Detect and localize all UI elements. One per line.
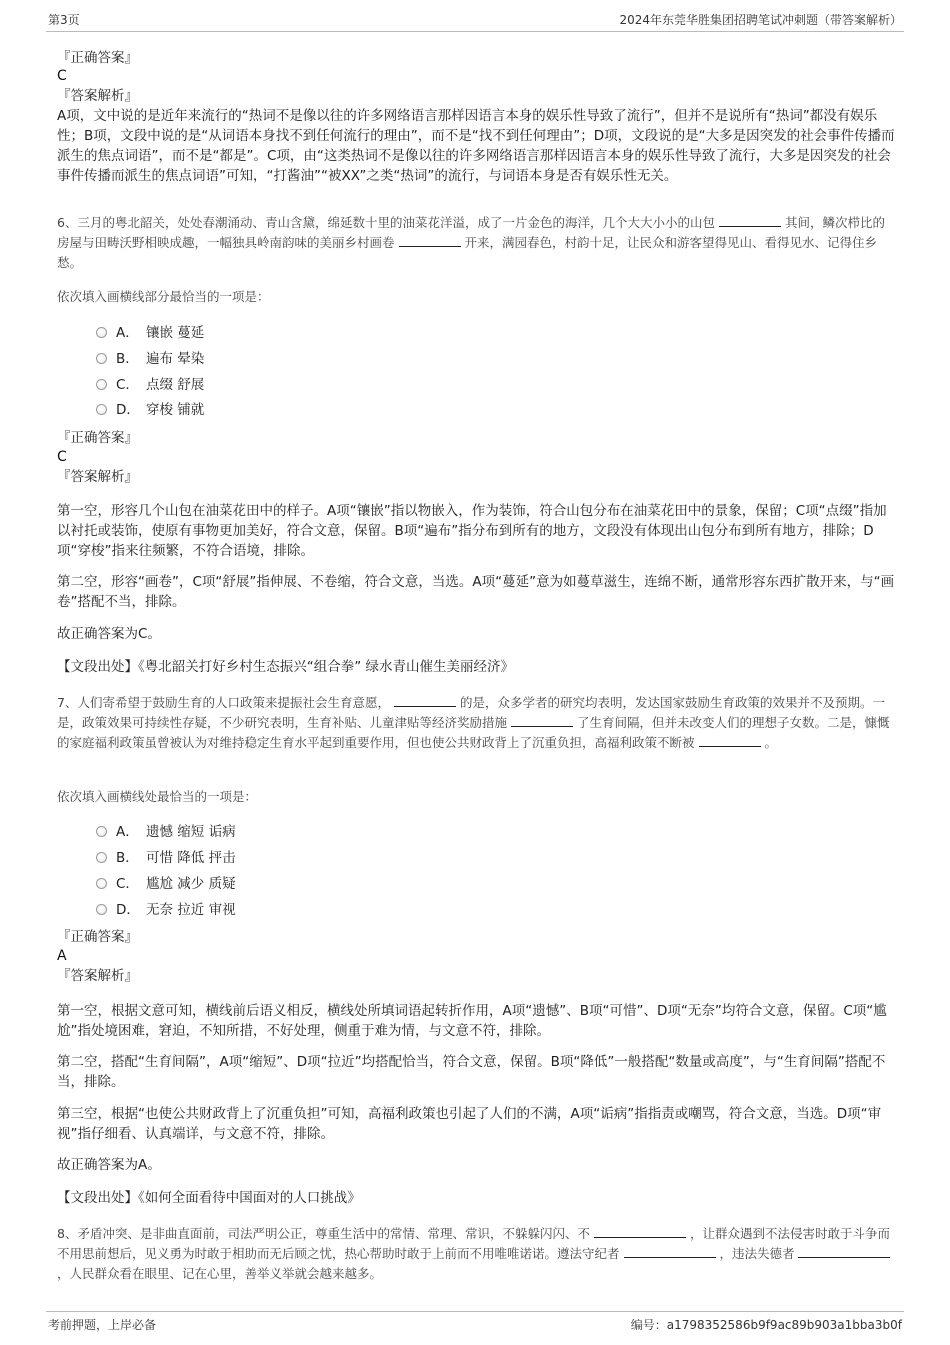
- option-letter: A．: [116, 824, 139, 840]
- option-letter: C．: [116, 377, 139, 393]
- question-7-text-3: 了生育间隔，但并未改变人们的理想子女数。二是，慷慨的家庭福利政策虽曾被认为对维持稳定生育水平起到重要作用，但也使公共财政背上了沉重负担，高福利政策不断被: [57, 715, 890, 750]
- question-7-text-4: 。: [764, 735, 777, 750]
- source-citation: [57, 657, 895, 677]
- radio-button[interactable]: [96, 852, 107, 863]
- answer-blank: [511, 714, 573, 727]
- analysis-paragraph: 第二空，形容“画卷”，C项“舒展”指伸展、不卷缩，符合文意，当选。A项“蔓延”意为如蔓草滋生，连绵不断，通常形容东西扩散开来，与“画卷”搭配不当，排除。: [57, 574, 895, 610]
- option-letter: C．: [116, 876, 139, 892]
- option-c[interactable]: [96, 874, 236, 894]
- question-8-text-1: 8、矛盾冲突、是非曲直面前，司法严明公正，尊重生活中的常情、常理、常识，不躲躲闪闪、不: [57, 1226, 590, 1241]
- analysis-label: 『答案解析』: [57, 88, 138, 104]
- option-c[interactable]: [96, 375, 204, 395]
- option-text: 遗憾 缩短 诟病: [146, 824, 236, 840]
- question-7-instruction: 依次填入画横线处最恰当的一项是：: [57, 789, 258, 804]
- source-citation: [57, 1188, 895, 1208]
- question-6-instruction: 依次填入画横线部分最恰当的一项是：: [57, 289, 270, 304]
- page-header: [46, 9, 904, 32]
- page-number: 第3页: [48, 13, 80, 27]
- analysis-label: 『答案解析』: [57, 469, 138, 485]
- answer-blank: [624, 1245, 716, 1258]
- analysis-conclusion: 故正确答案为A。: [57, 1157, 161, 1173]
- document-code: 编号：a1798352586b9f9ac89b903a1bba3b0f: [630, 1318, 902, 1332]
- option-text: 尴尬 减少 质疑: [146, 876, 236, 892]
- analysis-label: 『答案解析』: [57, 968, 138, 984]
- option-a[interactable]: [96, 323, 204, 343]
- option-text: 点缀 舒展: [146, 377, 205, 393]
- option-a[interactable]: [96, 822, 236, 842]
- option-b[interactable]: [96, 349, 204, 369]
- radio-button[interactable]: [96, 826, 107, 837]
- question-7-text-2: 的是，众多学者的研究均表明，发达国家鼓励生育政策的效果并不及预期。一是，政策效果可持续性存疑，不少研究表明，生育补贴、儿童津贴等经济奖励措施: [57, 695, 885, 730]
- option-text: 镶嵌 蔓延: [146, 325, 205, 341]
- answer-blank: [798, 1245, 890, 1258]
- question-6-stem: [57, 213, 895, 273]
- option-text: 可惜 降低 抨击: [146, 850, 236, 866]
- document-title: 2024年东莞华胜集团招聘笔试冲刺题（带答案解析）: [619, 13, 902, 27]
- option-letter: B．: [116, 351, 139, 367]
- analysis-conclusion: 故正确答案为C。: [57, 626, 161, 642]
- analysis-paragraph: 第一空，根据文意可知，横线前后语义相反，横线处所填词语起转折作用，A项“遗憾”、B项“可惜”、D项“无奈”均符合文意，保留。C项“尴尬”指处境困难，窘迫，不知所措，不好处理，侧重于难为情，与文意不符，排除。: [57, 1003, 887, 1039]
- source-label: 【文段出处】: [57, 659, 138, 675]
- correct-answer-value: C: [57, 68, 67, 84]
- answer-blank: [594, 1225, 686, 1238]
- radio-button[interactable]: [96, 904, 107, 915]
- option-letter: D．: [116, 902, 140, 918]
- question-8-text-4: ，人民群众看在眼里、记在心里，善举义举就会越来越多。: [57, 1266, 383, 1281]
- question-8-text-2: ，让群众遇到不法侵害时敢于斗争而不用思前想后，见义勇为时敢于相助而无后顾之忧，热心帮助时敢于上前而不用唯唯诺诺。遵法守纪者: [57, 1226, 890, 1261]
- correct-answer-value: A: [57, 948, 67, 964]
- question-7-stem: [57, 693, 895, 753]
- option-text: 无奈 拉近 审视: [146, 902, 236, 918]
- source-title: 《如何全面看待中国面对的人口挑战》: [138, 1190, 361, 1206]
- source-title: 《粤北韶关打好乡村生态振兴“组合拳” 绿水青山催生美丽经济》: [138, 659, 515, 675]
- option-text: 穿梭 铺就: [146, 402, 205, 418]
- answer-blank: [719, 214, 781, 227]
- option-d[interactable]: [96, 900, 236, 920]
- correct-answer-label: 『正确答案』: [57, 50, 138, 66]
- question-8-text-3: ，违法失德者: [719, 1246, 795, 1261]
- option-b[interactable]: [96, 848, 236, 868]
- option-letter: B．: [116, 850, 139, 866]
- analysis-paragraph: 第一空，形容几个山包在油菜花田中的样子。A项“镶嵌”指以物嵌入，作为装饰，符合山包分布在油菜花田中的景象，保留；C项“点缀”指加以衬托或装饰，使原有事物更加美好，符合文意，保留。B项“遍布”指分布到所有的地方，文段没有体现出山包分布到所有地方，排除；D项“穿梭”指来往频繁，不符合语境，排除。: [57, 503, 887, 559]
- question-6-text-3: 开来，满园春色，村韵十足，让民众和游客望得见山、看得见水、记得住乡愁。: [57, 235, 877, 270]
- answer-blank: [394, 694, 456, 707]
- source-label: 【文段出处】: [57, 1190, 138, 1206]
- option-d[interactable]: [96, 400, 204, 420]
- radio-button[interactable]: [96, 353, 107, 364]
- question-6-text-1: 6、三月的粤北韶关，处处春潮涌动、青山含黛，绵延数十里的油菜花洋溢，成了一片金色的海洋，几个大大小小的山包: [57, 215, 715, 230]
- radio-button[interactable]: [96, 878, 107, 889]
- correct-answer-value: C: [57, 449, 67, 465]
- correct-answer-label: 『正确答案』: [57, 929, 138, 945]
- radio-button[interactable]: [96, 404, 107, 415]
- option-letter: A．: [116, 325, 139, 341]
- analysis-paragraph: 第二空，搭配“生育间隔”，A项“缩短”、D项“拉近”均搭配恰当，符合文意，保留。B项“降低”一般搭配“数量或高度”，与“生育间隔”搭配不当，排除。: [57, 1054, 886, 1090]
- answer-blank: [699, 734, 761, 747]
- analysis-text: A项，文中说的是近年来流行的“热词不是像以往的许多网络语言那样因语言本身的娱乐性导致了流行”，但并不是说所有“热词”都没有娱乐性；B项，文段中说的是“从词语本身找不到任何流行的理由”，而不是“找不到任何理由”；D项，文段说的是“大多是因突发的社会事件传播而派生的焦点词语”，而不是“都是”。C项，由“这类热词不是像以往的许多网络语言那样因语言本身的娱乐性导致了流行，大多是因突发的社会事件传播而派生的焦点词语”可知，“打酱油”“被XX”之类“热词”的流行，与词语本身是否有娱乐性无关。: [57, 108, 895, 184]
- radio-button[interactable]: [96, 379, 107, 390]
- answer-blank: [399, 234, 461, 247]
- page-footer: [46, 1311, 904, 1336]
- radio-button[interactable]: [96, 327, 107, 338]
- correct-answer-label: 『正确答案』: [57, 430, 138, 446]
- option-text: 遍布 晕染: [146, 351, 205, 367]
- analysis-paragraph: 第三空，根据“也使公共财政背上了沉重负担”可知，高福利政策也引起了人们的不满，A项“诟病”指指责或嘲骂，符合文意，当选。D项“审视”指仔细看、认真端详，与文意不符，排除。: [57, 1106, 882, 1142]
- footer-slogan: 考前押题，上岸必备: [48, 1318, 157, 1332]
- question-6-text-2: 其间，鳞次栉比的房屋与田畴沃野相映成趣，一幅独具岭南韵味的美丽乡村画卷: [57, 215, 885, 250]
- option-letter: D．: [116, 402, 140, 418]
- question-8-stem: [57, 1224, 895, 1284]
- question-7-text-1: 7、人们寄希望于鼓励生育的人口政策来提振社会生育意愿，: [57, 695, 390, 710]
